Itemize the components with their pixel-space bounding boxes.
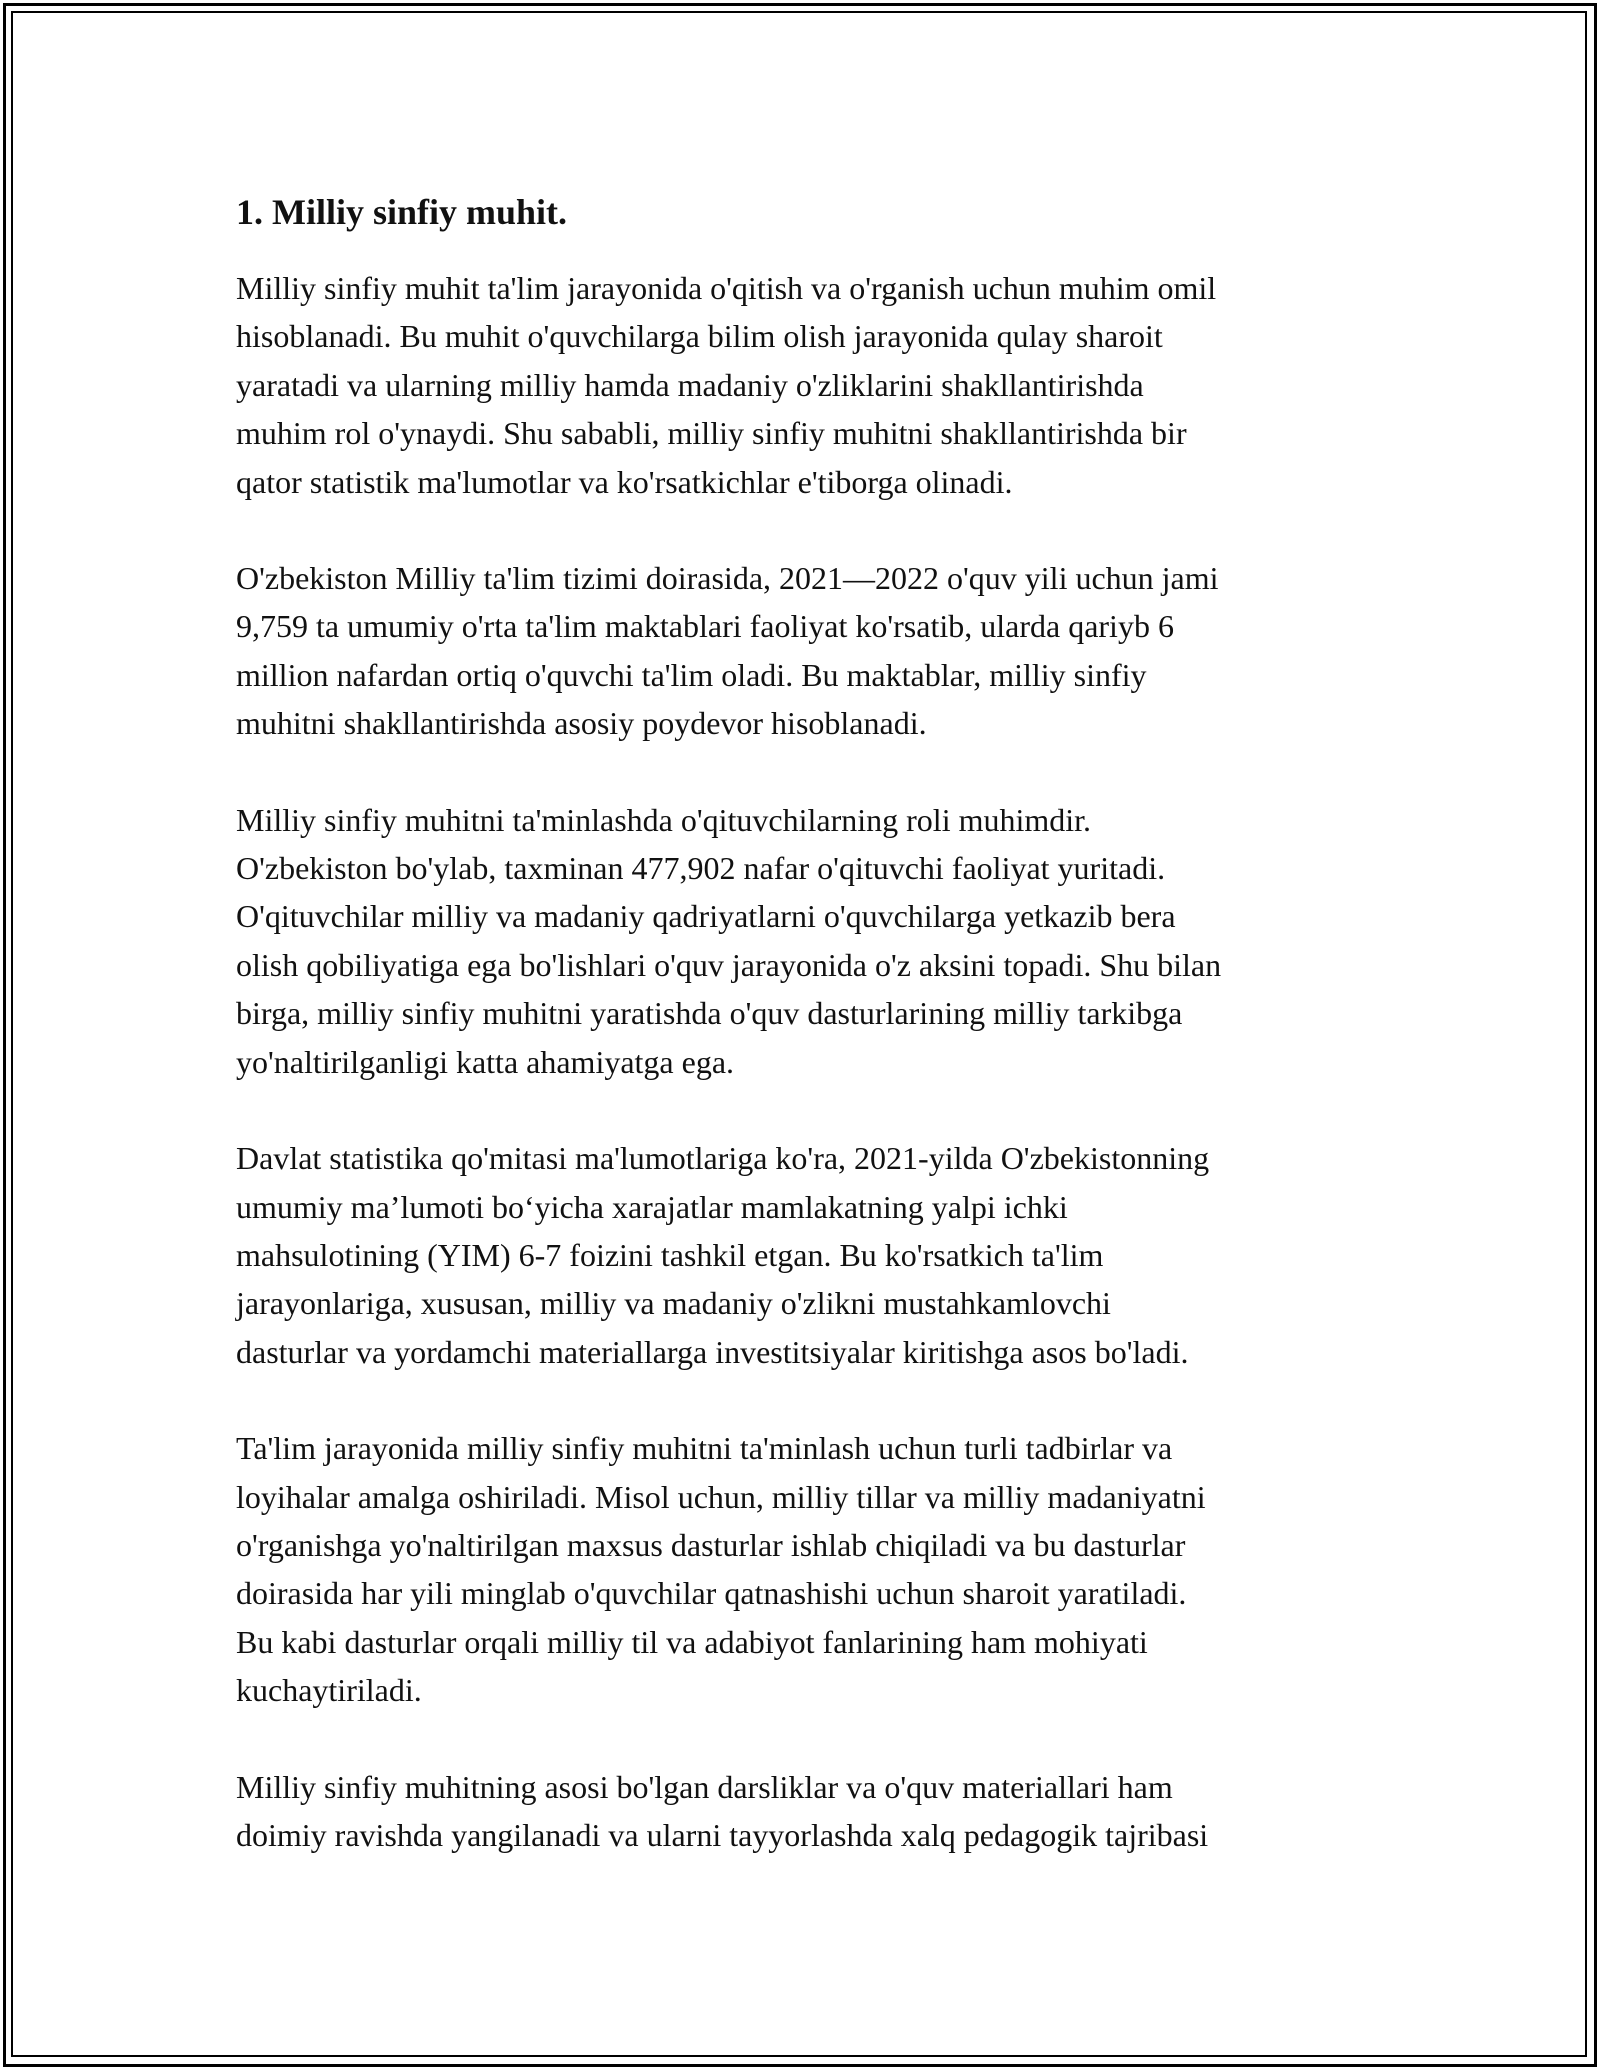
document-body [236, 188, 1376, 1907]
text-line: million nafardan ortiq o'quvchi ta'lim oladi. Bu maktablar, milliy sinfiy [236, 656, 1147, 693]
paragraph-6 [236, 1763, 1376, 1860]
text-line: Milliy sinfiy muhitni ta'minlashda o'qituvchilarning roli muhimdir. [236, 801, 1092, 838]
text-line: Bu kabi dasturlar orqali milliy til va adabiyot fanlarining ham mohiyati [236, 1623, 1148, 1660]
text-line: muhitni shakllantirishda asosiy poydevor hisoblanadi. [236, 705, 927, 742]
text-line: O'zbekiston bo'ylab, taxminan 477,902 nafar o'qituvchi faoliyat yuritadi. [236, 850, 1166, 887]
text-line: olish qobiliyatiga ega bo'lishlari o'quv jarayonida o'z aksini topadi. Shu bilan [236, 946, 1222, 983]
text-line: Ta'lim jarayonida milliy sinfiy muhitni ta'minlash uchun turli tadbirlar va [236, 1430, 1173, 1467]
text-line: qator statistik ma'lumotlar va ko'rsatkichlar e'tiborga olinadi. [236, 463, 1013, 500]
paragraph-4 [236, 1134, 1376, 1376]
paragraph-2 [236, 554, 1376, 748]
text-line: O'zbekiston Milliy ta'lim tizimi doirasida, 2021—2022 o'quv yili uchun jami [236, 560, 1219, 597]
text-line: O'qituvchilar milliy va madaniy qadriyatlarni o'quvchilarga yetkazib bera [236, 898, 1176, 935]
text-line: jarayonlariga, xususan, milliy va madaniy o'zlikni mustahkamlovchi [236, 1285, 1111, 1322]
text-line: umumiy ma’lumoti bo‘yicha xarajatlar mamlakatning yalpi ichki [236, 1188, 1068, 1225]
text-line: dasturlar va yordamchi materiallarga investitsiyalar kiritishga asos bo'ladi. [236, 1333, 1189, 1370]
text-line: Milliy sinfiy muhitning asosi bo'lgan darsliklar va o'quv materiallari ham [236, 1768, 1173, 1805]
text-line: 9,759 ta umumiy o'rta ta'lim maktablari faoliyat ko'rsatib, ularda qariyb 6 [236, 608, 1174, 645]
text-line: doimiy ravishda yangilanadi va ularni tayyorlashda xalq pedagogik tajribasi [236, 1816, 1209, 1853]
text-line: birga, milliy sinfiy muhitni yaratishda o'quv dasturlarining milliy tarkibga [236, 995, 1183, 1032]
text-line: yo'naltirilganligi katta ahamiyatga ega. [236, 1043, 735, 1080]
text-line: kuchaytiriladi. [236, 1672, 422, 1709]
text-line: doirasida har yili minglab o'quvchilar qatnashishi uchun sharoit yaratiladi. [236, 1575, 1187, 1612]
text-line: Davlat statistika qo'mitasi ma'lumotlariga ko'ra, 2021-yilda O'zbekistonning [236, 1140, 1210, 1177]
text-line: hisoblanadi. Bu muhit o'quvchilarga bilim olish jarayonida qulay sharoit [236, 318, 1163, 355]
text-line: o'rganishga yo'naltirilgan maxsus dasturlar ishlab chiqiladi va bu dasturlar [236, 1526, 1186, 1563]
text-line: Milliy sinfiy muhit ta'lim jarayonida o'qitish va o'rganish uchun muhim omil [236, 270, 1217, 306]
paragraph-3 [236, 796, 1376, 1086]
paragraph-1 [236, 264, 1376, 506]
text-line: yaratadi va ularning milliy hamda madaniy o'zliklarini shakllantirishda [236, 366, 1144, 403]
text-line: loyihalar amalga oshiriladi. Misol uchun, milliy tillar va milliy madaniyatni [236, 1478, 1206, 1515]
section-heading: 1. Milliy sinfiy muhit. [236, 192, 568, 232]
text-line: mahsulotining (YIM) 6-7 foizini tashkil etgan. Bu ko'rsatkich ta'lim [236, 1236, 1104, 1273]
text-line: muhim rol o'ynaydi. Shu sababli, milliy sinfiy muhitni shakllantirishda bir [236, 415, 1187, 452]
paragraph-5 [236, 1424, 1376, 1714]
